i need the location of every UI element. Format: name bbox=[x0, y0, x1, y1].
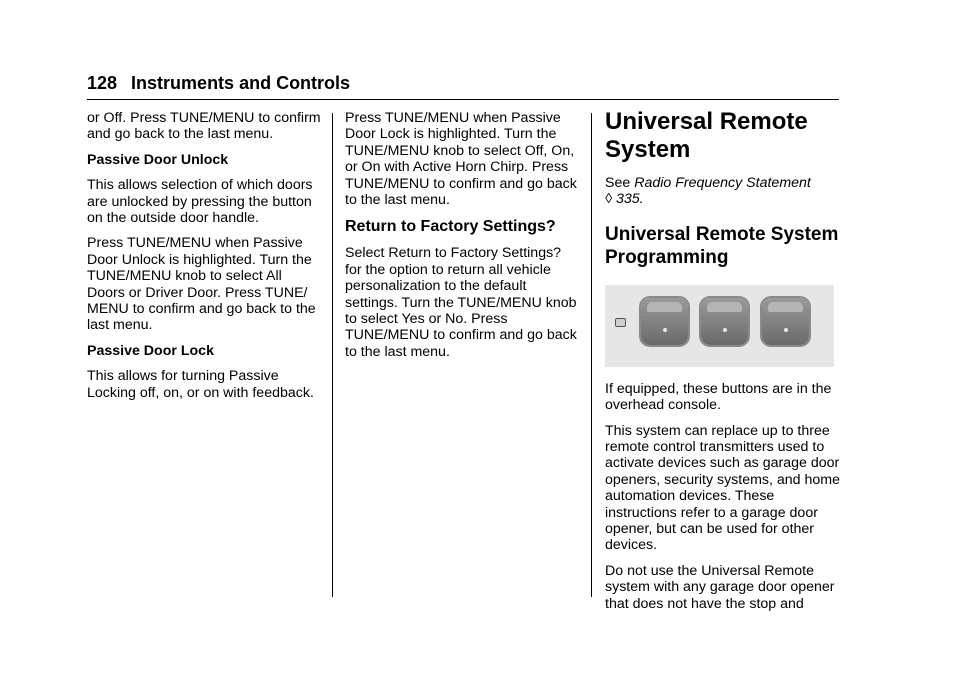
subheading-passive-door-unlock: Passive Door Unlock bbox=[87, 151, 229, 168]
column-1 bbox=[87, 110, 323, 410]
paragraph: Press TUNE/MENU when Passive Door Unlock is highlighted. Turn the TUNE/MENU knob to select All Doors or Driver Door. Press TUNE/ MENU to confirm and go back to the last menu. bbox=[87, 235, 316, 334]
column-2 bbox=[345, 110, 581, 369]
column-3 bbox=[605, 108, 840, 621]
remote-button-icon bbox=[762, 298, 809, 345]
column-divider bbox=[591, 113, 592, 597]
indicator-light-icon bbox=[615, 318, 626, 327]
paragraph: Press TUNE/MENU when Passive Door Lock is highlighted. Turn the TUNE/MENU knob to select Off, On, or On with Active Horn Chirp. Press TUNE/MENU to confirm and go back to the last menu. bbox=[345, 110, 577, 209]
paragraph: If equipped, these buttons are in the overhead console. bbox=[605, 380, 832, 414]
section-title: Instruments and Controls bbox=[131, 73, 351, 93]
remote-button-icon bbox=[701, 298, 748, 345]
heading-programming: Universal Remote System Programming bbox=[605, 223, 839, 268]
paragraph: or Off. Press TUNE/MENU to confirm and go back to the last menu. bbox=[87, 110, 321, 143]
reference-link[interactable]: Radio Frequency Statement ◊ 335. bbox=[605, 175, 811, 208]
remote-buttons-figure bbox=[605, 285, 834, 367]
subheading-passive-door-lock: Passive Door Lock bbox=[87, 342, 214, 359]
paragraph: This system can replace up to three remote control transmitters used to activate devices such as garage door openers, security systems, and home automation devices. These instructions refer to a garage door opener, but can be used for other devices. bbox=[605, 422, 840, 554]
paragraph: Do not use the Universal Remote system with any garage door opener that does not have the stop and bbox=[605, 562, 835, 612]
page-header bbox=[87, 72, 350, 94]
heading-universal-remote-system: Universal Remote System bbox=[605, 108, 808, 163]
header-rule bbox=[87, 99, 839, 100]
remote-button-icon bbox=[641, 298, 688, 345]
paragraph: This allows selection of which doors are unlocked by pressing the button on the outside door handle. bbox=[87, 177, 313, 227]
paragraph: Select Return to Factory Settings? for the option to return all vehicle personalization to the default settings. Turn the TUNE/MENU knob to select Yes or No. Press TUNE/MENU to confirm and go back to the last menu. bbox=[345, 245, 577, 360]
page-number: 128 bbox=[87, 73, 118, 93]
cross-reference: See Radio Frequency Statement ◊ 335. bbox=[605, 175, 811, 208]
column-divider bbox=[332, 113, 333, 597]
paragraph: This allows for turning Passive Locking off, on, or on with feedback. bbox=[87, 368, 314, 401]
heading-return-to-factory-settings: Return to Factory Settings? bbox=[345, 218, 556, 236]
